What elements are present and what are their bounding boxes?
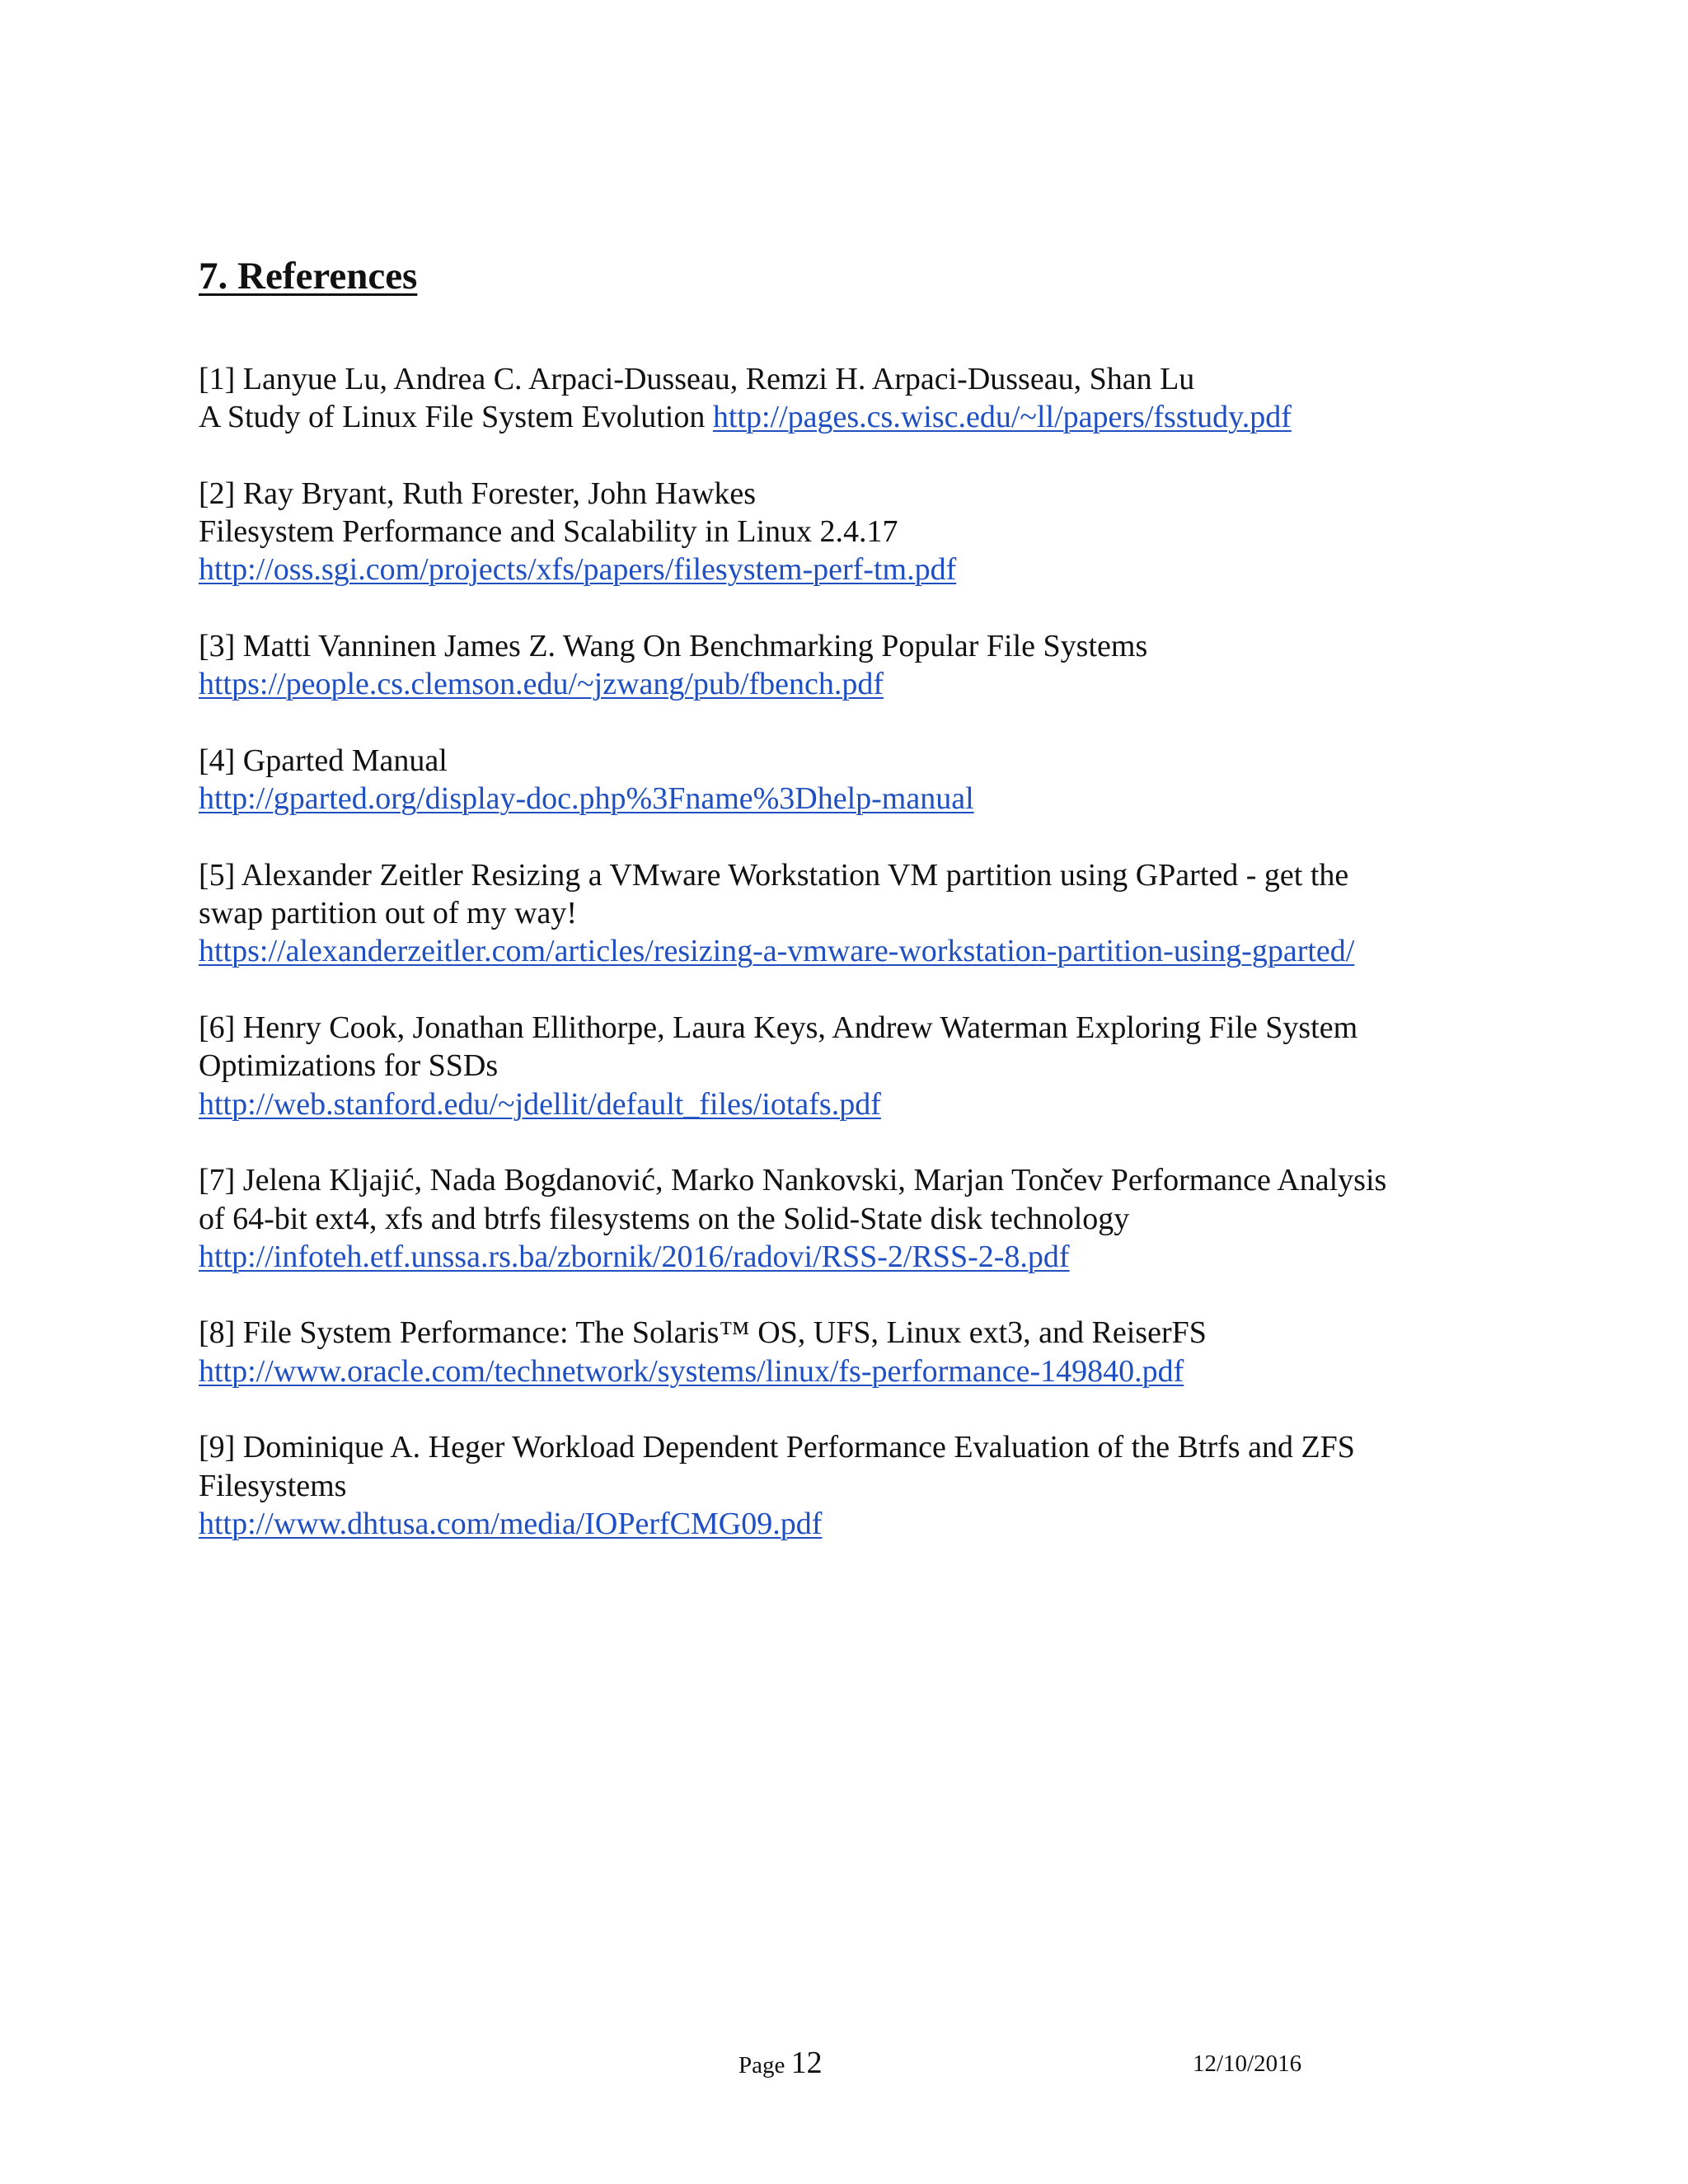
reference-citation: [6] Henry Cook, Jonathan Ellithorpe, Laura Keys, Andrew Waterman Exploring File System <box>199 1010 1358 1046</box>
reference-citation: [2] Ray Bryant, Ruth Forester, John Hawkes <box>199 476 757 511</box>
reference-entry <box>199 1161 1484 1276</box>
reference-title: Optimizations for SSDs <box>199 1048 499 1084</box>
reference-url-link[interactable]: http://infoteh.etf.unssa.rs.ba/zbornik/2016/radovi/RSS-2/RSS-2-8.pdf <box>199 1239 1070 1274</box>
reference-link-line <box>199 551 1484 588</box>
reference-entry <box>199 1428 1484 1543</box>
reference-url-link[interactable]: http://www.dhtusa.com/media/IOPerfCMG09.pdf <box>199 1506 823 1541</box>
reference-entry <box>199 627 1484 704</box>
reference-citation: [4] Gparted Manual <box>199 743 448 778</box>
reference-link-line <box>199 665 1484 703</box>
reference-url-link[interactable]: http://pages.cs.wisc.edu/~ll/papers/fsstudy.pdf <box>712 400 1292 435</box>
reference-title: Filesystems <box>199 1468 347 1503</box>
reference-entry <box>199 1314 1484 1390</box>
reference-link-line <box>199 1505 1484 1543</box>
references-list <box>199 360 1484 1582</box>
page-number <box>738 2045 823 2081</box>
page-label: Page <box>738 2052 791 2079</box>
section-heading: 7. References <box>199 255 418 298</box>
reference-link-line <box>199 1085 1484 1123</box>
reference-title: of 64-bit ext4, xfs and btrfs filesystems on the Solid-State disk technology <box>199 1201 1130 1236</box>
reference-entry <box>199 856 1484 971</box>
reference-entry <box>199 1009 1484 1123</box>
reference-link-line <box>199 1238 1484 1276</box>
footer-date: 12/10/2016 <box>1193 2050 1302 2077</box>
reference-url-link[interactable]: http://www.oracle.com/technetwork/systems/linux/fs-performance-149840.pdf <box>199 1353 1184 1389</box>
reference-url-link[interactable]: http://oss.sgi.com/projects/xfs/papers/filesystem-perf-tm.pdf <box>199 552 957 588</box>
reference-link-line <box>199 780 1484 818</box>
reference-url-link[interactable]: http://gparted.org/display-doc.php%3Fname%3Dhelp-manual <box>199 781 974 817</box>
reference-title: Filesystem Performance and Scalability in Linux 2.4.17 <box>199 514 898 550</box>
reference-entry <box>199 742 1484 818</box>
reference-url-link[interactable]: https://people.cs.clemson.edu/~jzwang/pub/fbench.pdf <box>199 667 884 702</box>
reference-link-line <box>199 398 1484 436</box>
reference-citation: [1] Lanyue Lu, Andrea C. Arpaci-Dusseau, Remzi H. Arpaci-Dusseau, Shan Lu <box>199 362 1195 396</box>
reference-title: A Study of Linux File System Evolution <box>199 400 713 435</box>
reference-link-line <box>199 932 1484 970</box>
reference-citation: [5] Alexander Zeitler Resizing a VMware Workstation VM partition using GParted - get the <box>199 857 1349 893</box>
reference-link-line <box>199 1352 1484 1390</box>
reference-title: swap partition out of my way! <box>199 896 578 931</box>
reference-url-link[interactable]: http://web.stanford.edu/~jdellit/default_files/iotafs.pdf <box>199 1086 881 1122</box>
page-number-value: 12 <box>790 2046 823 2080</box>
reference-url-link[interactable]: https://alexanderzeitler.com/articles/resizing-a-vmware-workstation-partition-using-gparted/ <box>199 934 1355 969</box>
reference-citation: [7] Jelena Kljajić, Nada Bogdanović, Marko Nankovski, Marjan Tončev Performance Analysis <box>199 1163 1387 1198</box>
reference-entry <box>199 475 1484 589</box>
reference-citation: [8] File System Performance: The Solaris™ OS, UFS, Linux ext3, and ReiserFS <box>199 1315 1207 1351</box>
reference-entry <box>199 360 1484 437</box>
reference-citation: [9] Dominique A. Heger Workload Dependent Performance Evaluation of the Btrfs and ZFS <box>199 1430 1355 1465</box>
reference-citation: [3] Matti Vanninen James Z. Wang On Benchmarking Popular File Systems <box>199 629 1148 664</box>
